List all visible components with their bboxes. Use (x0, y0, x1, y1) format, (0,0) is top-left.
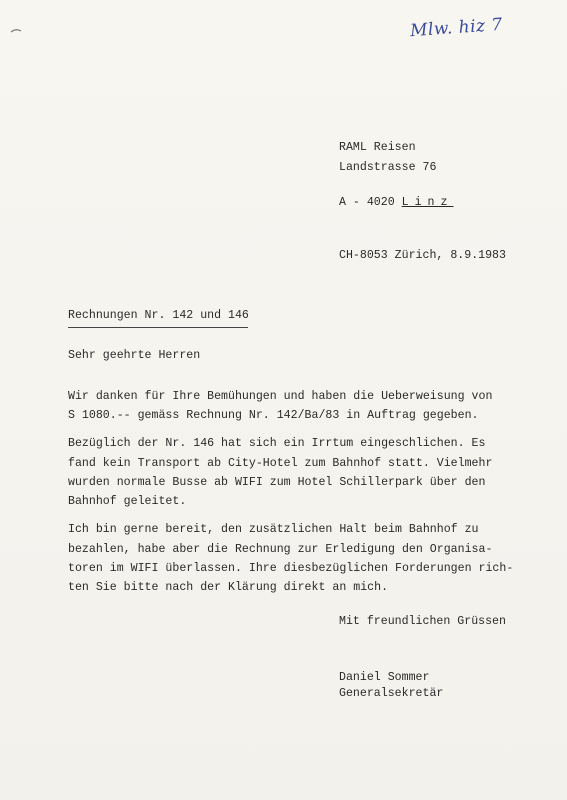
paragraph-3-line-2: bezahlen, habe aber die Rechnung zur Erledigung den Organisa- (68, 543, 493, 556)
paragraph-3-line-1: Ich bin gerne bereit, den zusätzlichen Halt beim Bahnhof zu (68, 523, 479, 536)
paragraph-3-line-3: toren im WIFI überlassen. Ihre diesbezüglichen Forderungen rich- (68, 562, 514, 575)
recipient-name: RAML Reisen (339, 141, 416, 154)
paragraph-2-line-1: Bezüglich der Nr. 146 hat sich ein Irrtum eingeschlichen. Es (68, 437, 486, 450)
handwritten-note: Mlw. hiz 7 (409, 14, 504, 42)
signatory-title: Generalsekretär (339, 687, 444, 700)
recipient-postcode: A - 4020 (339, 196, 402, 209)
salutation: Sehr geehrte Herren (68, 349, 201, 362)
paragraph-1-line-1: Wir danken für Ihre Bemühungen und haben die Ueberweisung von (68, 390, 493, 403)
paragraph-1-line-2: S 1080.-- gemäss Rechnung Nr. 142/Ba/83 in Auftrag gegeben. (68, 409, 479, 422)
paragraph-2-line-3: wurden normale Busse ab WIFI zum Hotel Schillerpark über den (68, 476, 486, 489)
paragraph-2-line-4: Bahnhof geleitet. (68, 495, 187, 508)
paragraph-2-line-2: fand kein Transport ab City-Hotel zum Bahnhof statt. Vielmehr (68, 457, 493, 470)
recipient-city: Linz (401, 196, 454, 209)
place-date: CH-8053 Zürich, 8.9.1983 (339, 249, 506, 262)
subject-line: Rechnungen Nr. 142 und 146 (68, 309, 249, 322)
signatory-name: Daniel Sommer (339, 671, 430, 684)
recipient-street: Landstrasse 76 (339, 161, 437, 174)
recipient-city-line (339, 193, 453, 213)
subject-underline (68, 327, 248, 328)
punch-mark (10, 28, 22, 34)
closing: Mit freundlichen Grüssen (339, 615, 506, 628)
paragraph-3-line-4: ten Sie bitte nach der Klärung direkt an mich. (68, 581, 389, 594)
